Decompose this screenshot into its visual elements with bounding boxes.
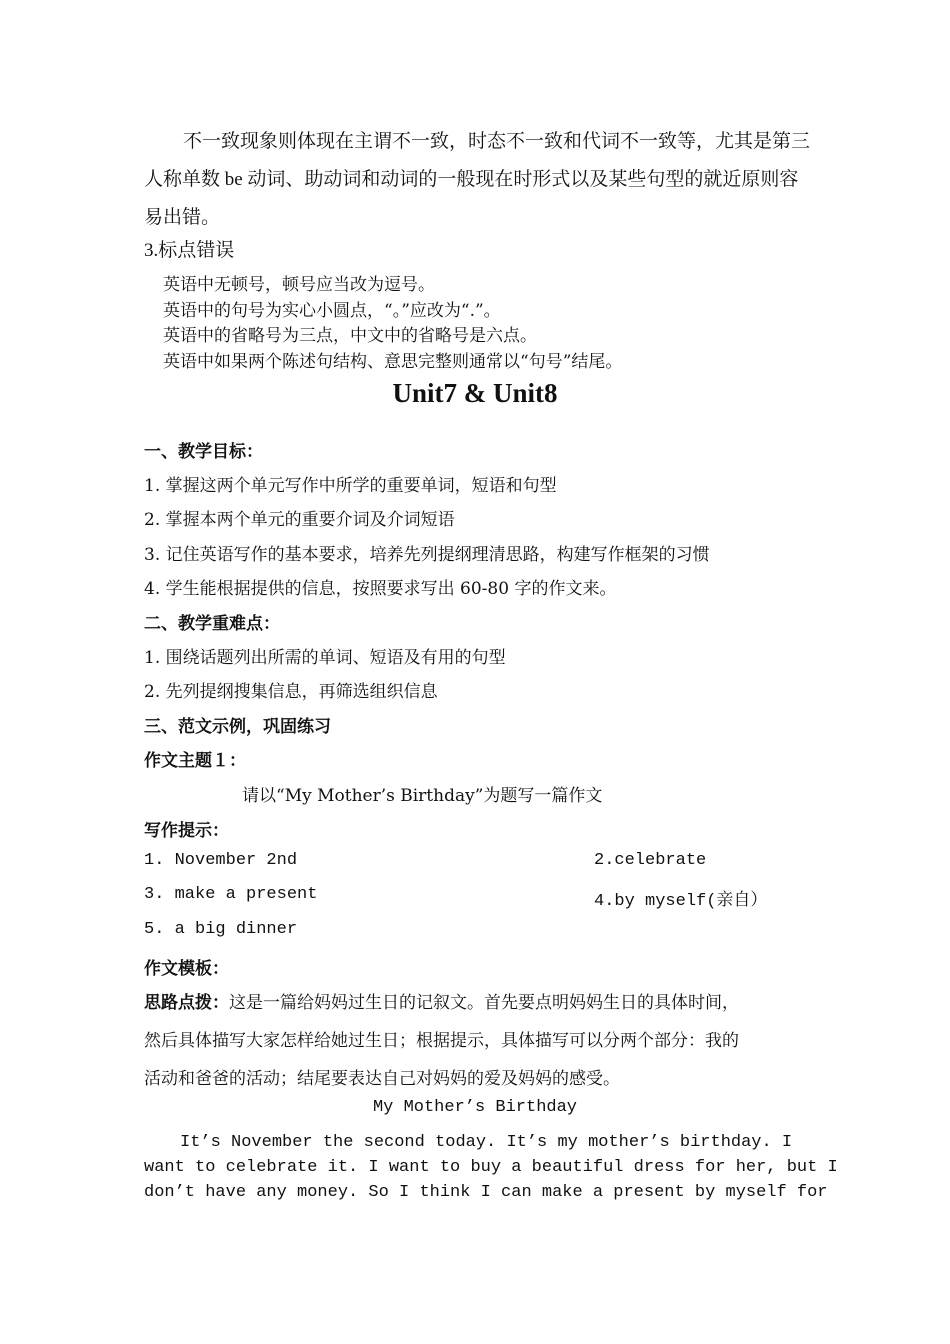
punctuation-item: 英语中的省略号为三点，中文中的省略号是六点。 (163, 326, 537, 346)
tips-label: 思路点拨： (144, 993, 229, 1013)
punctuation-item: 英语中无顿号，顿号应当改为逗号。 (163, 275, 435, 295)
tips-line-1 (144, 988, 806, 1013)
intro-line-3: 易出错。 (144, 207, 221, 228)
template-label: 作文模板： (144, 959, 229, 979)
intro-line-2: 人称单数 be 动词、助动词和动词的一般现在时形式以及某些句型的就近原则容 (144, 169, 799, 190)
hint-item: 4.by myself(亲自） (594, 892, 768, 911)
punctuation-item: 英语中的句号为实心小圆点，“。”应改为“.”。 (163, 301, 501, 321)
goal-item: 1. 掌握这两个单元写作中所学的重要单词，短语和句型 (144, 476, 557, 496)
punctuation-item: 英语中如果两个陈述句结构、意思完整则通常以“句号”结尾。 (163, 352, 623, 372)
goal-item: 2. 掌握本两个单元的重要介词及介词短语 (144, 510, 455, 530)
tips-text: 这是一篇给妈妈过生日的记叙文。首先要点明妈妈生日的具体时间， (229, 993, 739, 1013)
hint-item: 5. a big dinner (144, 920, 298, 939)
essay-line-3: don’t have any money. So I think I can make a present by myself for (144, 1183, 828, 1202)
examples-heading: 三、范文示例，巩固练习 (144, 717, 331, 737)
intro-line-1: 不一致现象则体现在主谓不一致，时态不一致和代词不一致等，尤其是第三 (183, 131, 811, 152)
key-point-item: 2. 先列提纲搜集信息，再筛选组织信息 (144, 682, 438, 702)
key-points-heading: 二、教学重难点： (144, 614, 280, 634)
hints-label: 写作提示： (144, 821, 229, 841)
hint-item: 3. make a present (144, 885, 318, 904)
hint-item: 1. November 2nd (144, 851, 298, 870)
punctuation-heading: 3.标点错误 (144, 240, 235, 261)
topic-label: 作文主题１： (144, 751, 246, 771)
hint-item: 2.celebrate (594, 851, 707, 870)
topic-text: 请以“My Mother’s Birthday”为题写一篇作文 (242, 786, 603, 806)
key-point-item: 1. 围绕话题列出所需的单词、短语及有用的句型 (144, 648, 506, 668)
tips-line-3: 活动和爸爸的活动；结尾要表达自己对妈妈的爱及妈妈的感受。 (144, 1069, 620, 1089)
goal-item: 3. 记住英语写作的基本要求，培养先列提纲理清思路，构建写作框架的习惯 (144, 545, 710, 565)
unit-title: Unit7 & Unit8 (392, 378, 558, 408)
goal-item: 4. 学生能根据提供的信息，按照要求写出 60-80 字的作文来。 (144, 579, 617, 599)
goals-heading: 一、教学目标： (144, 442, 263, 462)
essay-line-1: It’s November the second today. It’s my mother’s birthday. I (180, 1133, 793, 1152)
essay-line-2: want to celebrate it. I want to buy a beautiful dress for her, but I (144, 1158, 838, 1177)
essay-title: My Mother’s Birthday (372, 1098, 578, 1117)
tips-line-2: 然后具体描写大家怎样给她过生日；根据提示，具体描写可以分两个部分：我的 (144, 1031, 739, 1051)
